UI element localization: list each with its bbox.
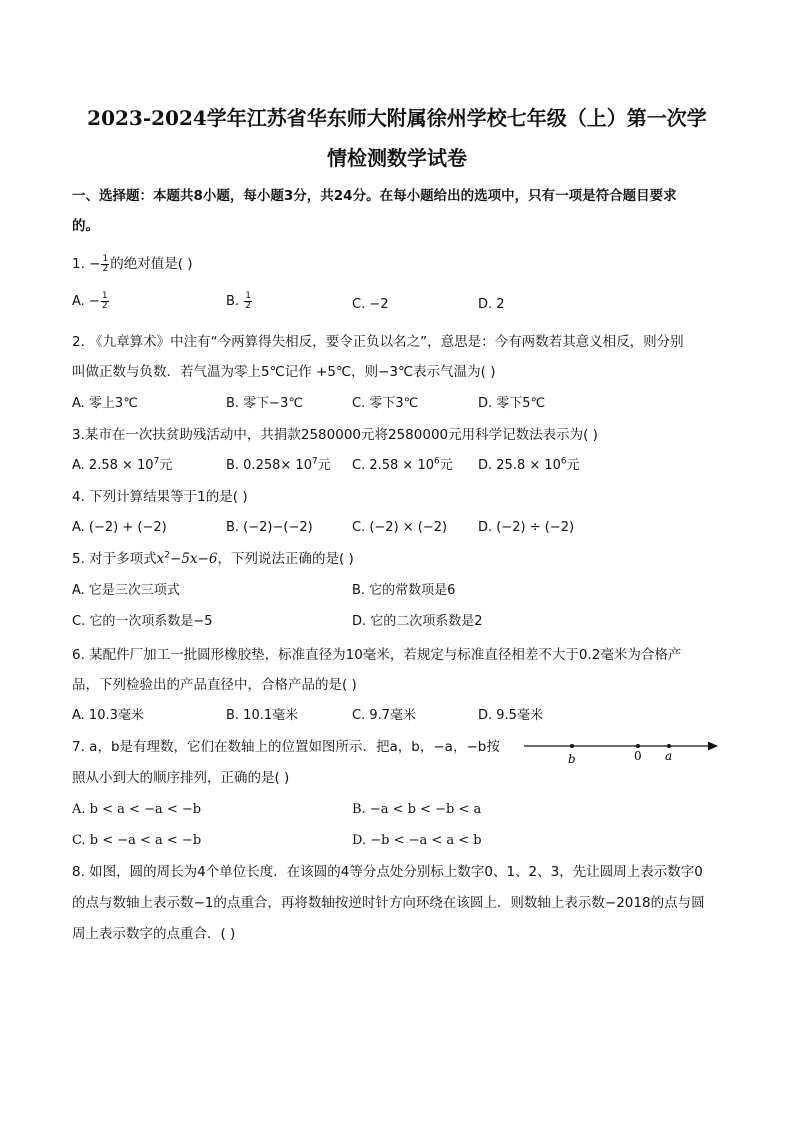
q2-option-d: D. 零下5℃ [478,396,546,411]
q5-option-a: A. 它是三次三项式 [72,583,180,598]
question-2: 2. 《九章算术》中注有“今两算得失相反，要令正负以名之”，意思是：今有两数若其意义相反，则分别 [72,334,684,350]
q3-option-c: C. $2.58 \times 10^6$元 [352,456,453,473]
q1-option-c: C. −2 [352,297,389,312]
q5-option-c: C. 它的一次项系数是−5 [72,614,213,629]
q6-option-b: B. 10.1毫米 [226,708,299,723]
number-line-figure [520,734,724,770]
exam-title-line2: 情检测数学试卷 [327,146,467,170]
section1-instructions-cont: 的。 [72,218,99,234]
q4-option-d: D. (−2) ÷ (−2) [478,520,575,535]
question-7: 7. a，b是有理数，它们在数轴上的位置如图所示．把a，b，−a，−b按 [72,739,500,755]
label-zero: 0 [634,749,642,763]
question-4: 4. 下列计算结果等于1的是( ) [72,489,248,505]
q2-option-b: B. 零下−3℃ [226,396,303,411]
question-2-cont: 叫做正数与负数．若气温为零上5℃记作 +5℃，则−3℃表示气温为( ) [72,364,496,380]
label-b: b [568,752,576,766]
q1-option-d: D. 2 [478,297,505,312]
q4-option-c: C. (−2) × (−2) [352,520,448,535]
q7-option-b: B. −a < b < −b < a [352,802,482,817]
question-6: 6. 某配件厂加工一批圆形橡胶垫，标准直径为10毫米，若规定与标准直径相差不大于0.2毫米为合格产 [72,647,682,663]
question-3: 3.某市在一次扶贫助残活动中，共捐款2580000元将2580000元用科学记数法表示为( ) [72,427,598,443]
section1-instructions: 一、选择题：本题共8小题，每小题3分，共24分。在每小题给出的选项中，只有一项是符合题目要求 [72,188,677,204]
question-7-cont: 照从小到大的顺序排列，正确的是( ) [72,770,290,786]
q4-option-b: B. (−2)−(−2) [226,520,313,535]
fraction: $\frac{1}{2}$ [102,253,109,274]
point-a [667,744,671,748]
question-8-cont: 的点与数轴上表示数−1的点重合，再将数轴按逆时针方向环绕在该圆上．则数轴上表示数−2018的点与圆 [72,895,705,911]
q3-option-d: D. $25.8 \times 10^6$元 [478,456,580,473]
q5-option-d: D. 它的二次项系数是2 [352,614,483,629]
q3-option-b: B. $0.258\times 10^7$元 [226,456,331,473]
q3-option-a: A. $2.58 \times 10^7$元 [72,456,173,473]
question-8-cont2: 周上表示数字的点重合．( ) [72,926,236,942]
q6-option-d: D. 9.5毫米 [478,708,543,723]
question-6-cont: 品，下列检验出的产品直径中，合格产品的是( ) [72,677,357,693]
q2-option-c: C. 零下3℃ [352,396,419,411]
q7-option-c: C. b < −a < a < −b [72,833,202,848]
question-8: 8. 如图，圆的周长为4个单位长度．在该圆的4等分点处分别标上数字0、1、2、3，先让圆周上表示数字0 [72,864,703,880]
point-zero [636,744,640,748]
label-a: a [665,749,673,763]
number-line-arrow [708,742,718,751]
q2-option-a: A. 零上3℃ [72,396,138,411]
q5-option-b: B. 它的常数项是6 [352,583,456,598]
point-b [570,744,574,748]
q7-option-a: A. b < a < −a < −b [72,802,202,817]
exam-title-line1: 2023-2024学年江苏省华东师大附属徐州学校七年级（上）第一次学 [87,106,707,130]
q4-option-a: A. (−2) + (−2) [72,520,167,535]
q1-option-b: B. $\frac{1}{2}$ [226,291,251,311]
q7-option-d: D. −b < −a < a < b [352,833,482,848]
q6-option-a: A. 10.3毫米 [72,708,144,723]
question-5: 5. 对于多项式$x^2-5x-6$，下列说法正确的是( ) [72,550,354,567]
q6-option-c: C. 9.7毫米 [352,708,417,723]
question-1: 1. − $\frac{1}{2}$ 的绝对值是( ) [72,253,193,274]
q1-option-a: A. − $\frac{1}{2}$ [72,291,108,311]
